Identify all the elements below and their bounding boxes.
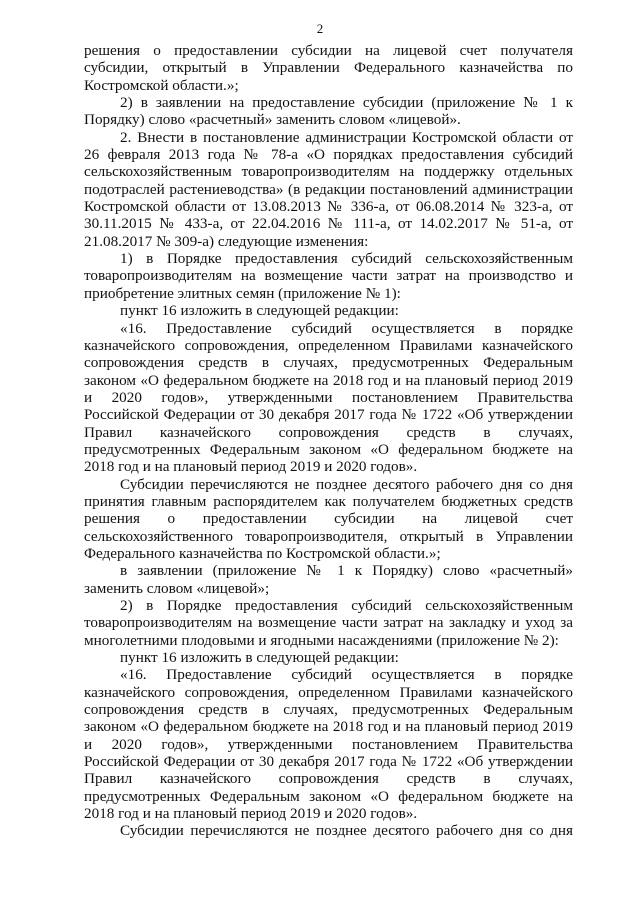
paragraph-clause-16-intro: пункт 16 изложить в следующей редакции:: [120, 302, 399, 320]
paragraph-application-change: в заявлении (приложение № 1 к Порядку) слово «расчетный» заменить словом «лицевой»;: [84, 562, 573, 597]
paragraph-clause-16-text-2: «16. Предоставление субсидий осуществляется в порядке казначейского сопровождения, определенном Правилами казначейского сопровождения средств в случаях, предусмотренных Федеральным законом «О федеральном бюджете на 2018 год и на плановый период 2019 и 2020 годов», утвержденными постановлением Правительства Российской Федерации от 30 декабря 2017 года № 1722 «Об утверждении Правил казначейского сопровождения средств в случаях, предусмотренных Федеральным законом «О федеральном бюджете на 2018 год и на плановый период 2019 и 2020 годов».: [84, 666, 573, 823]
paragraph-clause-16-text: «16. Предоставление субсидий осуществляется в порядке казначейского сопровождения, определенном Правилами казначейского сопровождения средств в случаях, предусмотренных Федеральным законом «О федеральном бюджете на 2018 год и на плановый период 2019 и 2020 годов», утвержденными постановлением Правительства Российской Федерации от 30 декабря 2017 года № 1722 «Об утверждении Правил казначейского сопровождения средств в случаях, предусмотренных Федеральным законом «О федеральном бюджете на 2018 год и на плановый период 2019 и 2020 годов».: [84, 319, 573, 476]
document-body: [84, 42, 573, 840]
paragraph-amendment-2: 2) в заявлении на предоставление субсидии (приложение № 1 к Порядку) слово «расчетный» заменить словом «лицевой».: [84, 94, 573, 129]
paragraph-clause-16-intro-2: пункт 16 изложить в следующей редакции:: [120, 649, 399, 667]
paragraph-subsidy-transfer: Субсидии перечисляются не позднее десятого рабочего дня со дня принятия главным распорядителем как получателем бюджетных средств решения о предоставлении субсидии на лицевой счет сельскохозяйственного товаропроизводителя, открытый в Управлении Федерального казначейства по Костромской области.»;: [84, 475, 573, 562]
paragraph-continuation: решения о предоставлении субсидии на лицевой счет получателя субсидии, открытый в Управлении Федерального казначейства по Костромской области.»;: [84, 42, 573, 94]
paragraph-item-2: 2) в Порядке предоставления субсидий сельскохозяйственным товаропроизводителям на возмещение части затрат на закладку и уход за многолетними плодовыми и ягодными насаждениями (приложение № 2):: [84, 597, 573, 649]
page-number: 2: [316, 21, 324, 36]
paragraph-section-2: 2. Внести в постановление администрации Костромской области от 26 февраля 2013 года № 78-а «О порядках предоставления субсидий сельскохозяйственным товаропроизводителям на поддержку отдельных подотраслей растениеводства» (в редакции постановлений администрации Костромской области от 13.08.2013 № 336-а, от 06.08.2014 № 323-а, от 30.11.2015 № 433-а, от 22.04.2016 № 111-а, от 14.02.2017 № 51-а, от 21.08.2017 № 309-а) следующие изменения:: [84, 128, 573, 250]
paragraph-item-1: 1) в Порядке предоставления субсидий сельскохозяйственным товаропроизводителям на возмещение части затрат на производство и приобретение элитных семян (приложение № 1):: [84, 250, 573, 302]
paragraph-subsidy-transfer-2: Субсидии перечисляются не позднее десятого рабочего дня со дня: [120, 822, 573, 840]
